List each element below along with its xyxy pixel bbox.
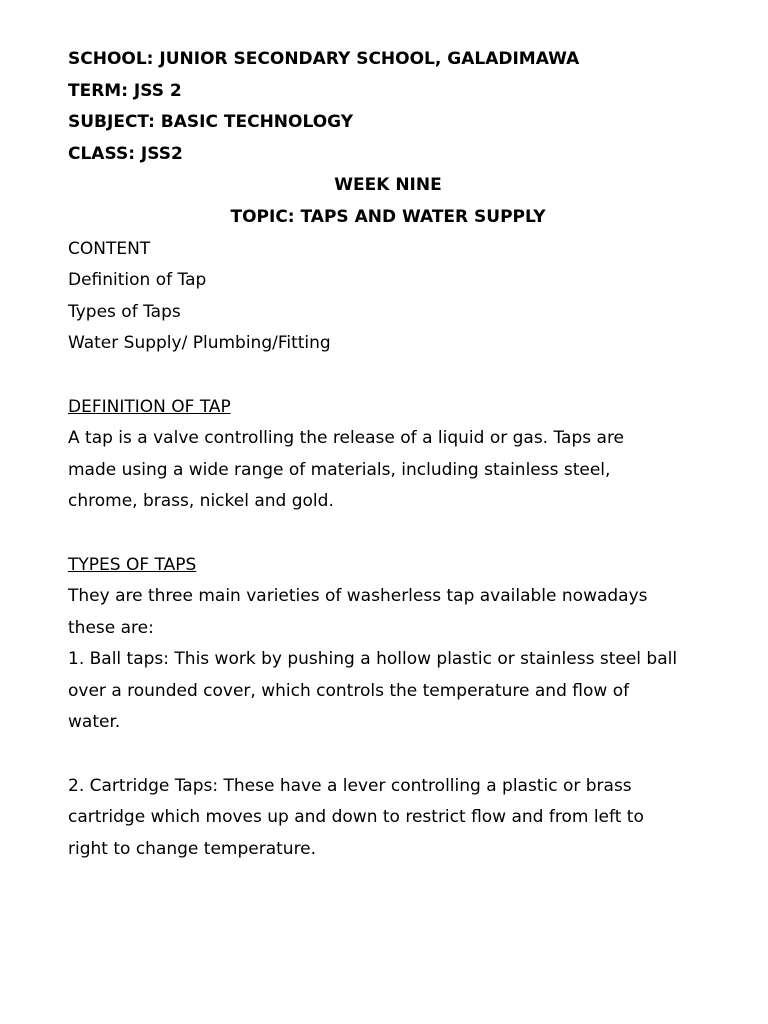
- definition-text-line: chrome, brass, nickel and gold.: [68, 491, 334, 512]
- class-line: CLASS: JSS2: [68, 143, 183, 164]
- week-title: WEEK NINE: [334, 175, 442, 196]
- cartridge-taps-line: cartridge which moves up and down to restrict flow and from left to: [68, 807, 644, 828]
- cartridge-taps-line: 2. Cartridge Taps: These have a lever controlling a plastic or brass: [68, 775, 632, 796]
- content-item: Types of Taps: [68, 301, 181, 322]
- types-intro-line: They are three main varieties of washerless tap available nowadays: [68, 586, 648, 607]
- definition-text-line: made using a wide range of materials, including stainless steel,: [68, 459, 611, 480]
- ball-taps-line: 1. Ball taps: This work by pushing a hollow plastic or stainless steel ball: [68, 649, 678, 670]
- types-intro-line: these are:: [68, 617, 154, 638]
- spacer: [68, 739, 708, 771]
- ball-taps-line: over a rounded cover, which controls the temperature and flow of: [68, 680, 630, 701]
- school-line: SCHOOL: JUNIOR SECONDARY SCHOOL, GALADIMAWA: [68, 49, 580, 69]
- definition-text-line: A tap is a valve controlling the release of a liquid or gas. Taps are: [68, 428, 625, 449]
- spacer: [68, 518, 708, 550]
- term-line: TERM: JSS 2: [68, 80, 182, 101]
- content-item: Definition of Tap: [68, 270, 207, 291]
- types-heading: TYPES OF TAPS: [68, 554, 197, 575]
- cartridge-taps-line: right to change temperature.: [68, 838, 317, 859]
- content-item: Water Supply/ Plumbing/Fitting: [68, 333, 331, 354]
- definition-heading: DEFINITION OF TAP: [68, 396, 231, 417]
- content-heading: CONTENT: [68, 238, 151, 259]
- subject-line: SUBJECT: BASIC TECHNOLOGY: [68, 112, 354, 133]
- document-page: [68, 44, 708, 865]
- ball-taps-line: water.: [68, 712, 121, 733]
- topic-title: TOPIC: TAPS AND WATER SUPPLY: [230, 206, 546, 227]
- spacer: [68, 360, 708, 392]
